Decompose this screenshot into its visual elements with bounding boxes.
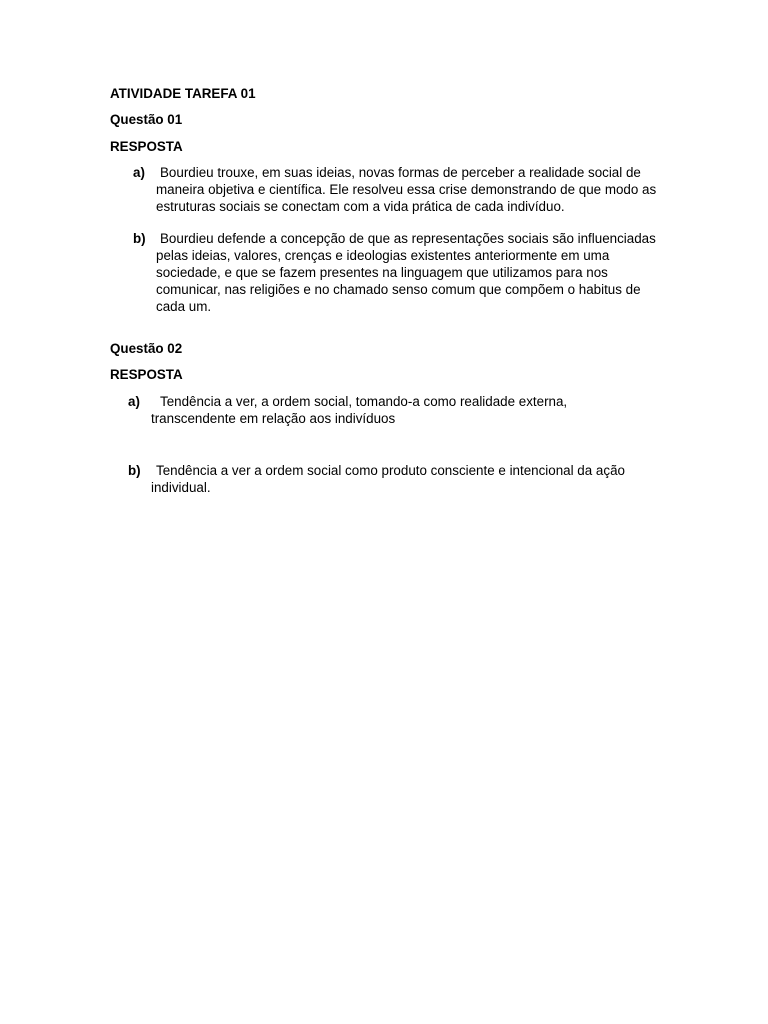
question-2-item-a	[128, 393, 598, 427]
question-1-heading: Questão 01	[110, 112, 183, 127]
item-marker: b)	[128, 463, 141, 478]
question-1-response-label: RESPOSTA	[110, 139, 183, 154]
item-text: Tendência a ver, a ordem social, tomando-a como realidade externa, transcendente em relação aos indivíduos	[151, 394, 568, 426]
item-marker: a)	[133, 165, 145, 180]
question-2-response-label: RESPOSTA	[110, 367, 183, 382]
question-2-heading: Questão 02	[110, 341, 183, 356]
item-marker: a)	[128, 394, 140, 409]
item-text: Bourdieu trouxe, em suas ideias, novas formas de perceber a realidade social de maneira objetiva e científica. Ele resolveu essa crise demonstrando de que modo as estruturas sociais se conectam com a vida prática de cada indivíduo.	[156, 165, 657, 214]
document-title: ATIVIDADE TAREFA 01	[110, 86, 256, 101]
question-1-item-a	[133, 164, 663, 215]
question-1-item-b	[133, 230, 673, 315]
item-marker: b)	[133, 231, 146, 246]
question-2-item-b	[128, 462, 663, 496]
item-text: Tendência a ver a ordem social como produto consciente e intencional da ação individual.	[151, 463, 625, 495]
item-text: Bourdieu defende a concepção de que as representações sociais são influenciadas pelas ideias, valores, crenças e ideologias existentes anteriormente em uma sociedade, e que se fazem presentes na linguagem que utilizamos para nos comunicar, nas religiões e no chamado senso comum que compõem o habitus de cada um.	[156, 231, 656, 314]
